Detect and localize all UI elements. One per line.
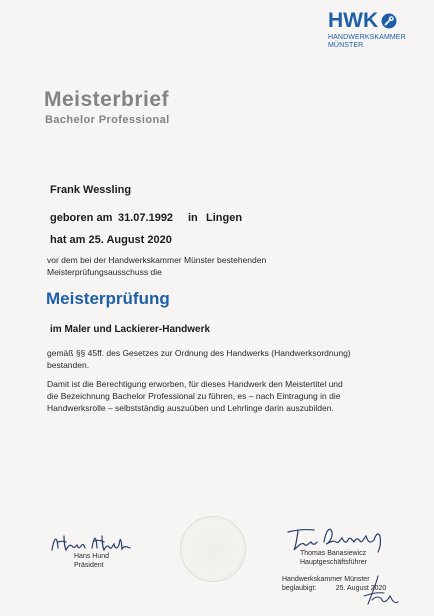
intro-line: Meisterprüfungsausschuss die <box>47 267 162 277</box>
managing-director-caption <box>300 549 367 567</box>
intro-paragraph <box>47 254 347 278</box>
embossed-seal <box>180 516 246 582</box>
law-paragraph <box>47 347 397 371</box>
law-line: gemäß §§ 45ff. des Gesetzes zur Ordnung des Handwerks (Handwerksordnung) <box>47 348 351 358</box>
certified-label: beglaubigt: <box>282 585 317 592</box>
law-line: bestanden. <box>47 360 90 370</box>
rights-line: Damit ist die Berechtigung erworben, für dieses Handwerk den Meistertitel und <box>47 379 343 389</box>
exam-date-line: hat am 25. August 2020 <box>50 234 172 246</box>
trade-line: im Maler und Lackierer-Handwerk <box>50 324 211 335</box>
document-title: Meisterbrief <box>44 88 170 111</box>
birth-in: in <box>188 212 198 224</box>
birth-place: Lingen <box>206 212 243 224</box>
wrench-circle-icon <box>381 13 397 29</box>
document-subtitle: Bachelor Professional <box>45 114 170 126</box>
logo-subtitle <box>328 34 424 50</box>
logo-sub-line2: MÜNSTER <box>328 42 364 49</box>
certification-signature <box>350 574 402 610</box>
logo-text: HWK <box>328 9 379 32</box>
managing-director-name: Thomas Banasiewicz <box>300 550 367 557</box>
logo-sub-line1: HANDWERKSKAMMER <box>328 34 406 41</box>
birth-date: 31.07.1992 <box>118 212 174 224</box>
birth-label: geboren am <box>50 212 113 224</box>
hwk-logo <box>328 10 424 50</box>
certified-org: Handwerkskammer Münster <box>282 576 370 583</box>
exam-heading: Meisterprüfung <box>46 289 170 308</box>
holder-name: Frank Wessling <box>50 184 132 196</box>
rights-paragraph <box>47 378 397 414</box>
certified-date: 25. August 2020 <box>335 585 387 592</box>
president-role: Präsident <box>74 562 104 569</box>
managing-director-role: Hauptgeschäftsführer <box>300 559 367 566</box>
intro-line: vor dem bei der Handwerkskammer Münster bestehenden <box>47 255 267 265</box>
president-name: Hans Hund <box>74 553 110 560</box>
birth-line <box>50 212 242 224</box>
rights-line: die Bezeichnung Bachelor Professional zu führen, es – nach Eintragung in die <box>47 391 341 401</box>
rights-line: Handwerksrolle – selbstständig auszuüben und Lehrlinge darin auszubilden. <box>47 403 334 413</box>
president-caption <box>74 552 109 570</box>
